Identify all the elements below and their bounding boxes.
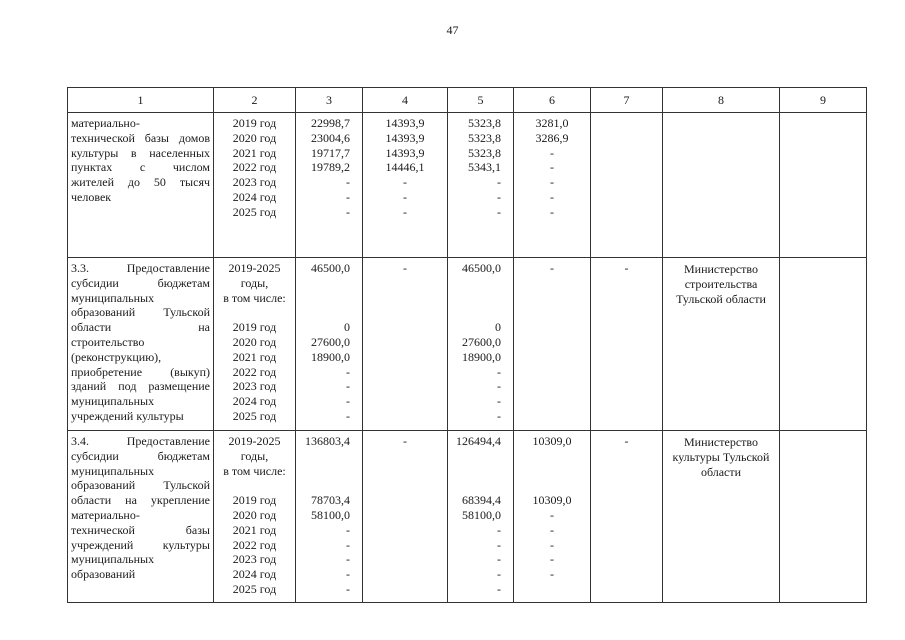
total-cell-line: 46500,0 <box>311 261 350 275</box>
description-line: муниципальных <box>71 290 155 305</box>
total-cell-line: - <box>346 567 350 582</box>
column-number: 2 <box>214 88 296 113</box>
extrabudget-cell-line: - <box>624 261 629 275</box>
table-row <box>68 258 867 431</box>
period-cell <box>214 431 296 603</box>
period-cell-line: 2021 год <box>232 145 277 160</box>
federal-cell-line: 14393,9 <box>385 116 425 130</box>
description-line: (реконструкцию), <box>71 349 162 364</box>
period-cell-line: 2025 год <box>232 408 277 423</box>
regional-cell <box>448 258 514 431</box>
federal-cell <box>363 258 448 431</box>
description-line: культуры в населенных <box>71 145 210 160</box>
total-cell <box>296 431 363 603</box>
description-line: муниципальных <box>71 463 155 478</box>
period-cell-line: 2023 год <box>232 552 277 567</box>
local-cell-line <box>514 464 590 479</box>
total-cell-line: - <box>346 189 350 204</box>
responsible-executor-cell-line: области <box>700 464 742 479</box>
total-cell-line: 58100,0 <box>311 507 350 522</box>
total-cell <box>296 258 363 431</box>
local-cell-line <box>514 478 590 493</box>
period-cell-line: 2023 год <box>232 379 277 394</box>
total-cell-line: - <box>346 175 350 190</box>
total-cell-line <box>296 305 350 320</box>
regional-cell-line: - <box>497 204 501 219</box>
responsible-executor-cell <box>663 258 780 431</box>
description-line: муниципальных <box>71 552 155 567</box>
responsible-executor-cell <box>663 431 780 603</box>
total-cell-line: 78703,4 <box>311 493 350 508</box>
period-cell-line: 2022 год <box>232 160 277 175</box>
description-line: технической базы <box>71 522 210 537</box>
result-cell-line <box>780 116 866 131</box>
responsible-executor-cell-line: Министерство <box>684 435 758 449</box>
description-line: 3.3. Предоставление <box>71 261 210 275</box>
page-number: 47 <box>446 23 459 37</box>
regional-cell-line: - <box>497 394 501 409</box>
period-cell-line: 2021 год <box>232 522 277 537</box>
regional-cell-line: - <box>497 408 501 423</box>
local-cell-line: - <box>550 522 554 537</box>
total-cell-line: - <box>346 408 350 423</box>
responsible-executor-cell-line: строительства <box>684 276 758 291</box>
description-line: материально- <box>71 116 140 130</box>
period-cell-line: в том числе: <box>223 290 286 305</box>
regional-cell-line <box>448 478 501 493</box>
regional-cell-line <box>448 449 501 464</box>
regional-cell-line: 68394,4 <box>462 493 501 508</box>
regional-cell-line: 58100,0 <box>462 507 501 522</box>
period-cell-line: 2024 год <box>232 394 277 409</box>
local-cell-line <box>514 449 590 464</box>
period-cell-line: 2020 год <box>232 130 277 145</box>
period-cell-line: 2024 год <box>232 189 277 204</box>
federal-cell <box>363 431 448 603</box>
description-line: зданий под размещение <box>71 379 210 394</box>
total-cell-line: 136803,4 <box>305 434 350 448</box>
total-cell-line: - <box>346 537 350 552</box>
local-cell-line: - <box>550 204 554 219</box>
period-cell-line: 2025 год <box>232 204 277 219</box>
period-cell-line <box>214 478 295 493</box>
local-cell-line: - <box>550 507 554 522</box>
period-cell-line: 2021 год <box>232 349 277 364</box>
period-cell-line: 2019-2025 <box>228 434 281 448</box>
federal-cell-line: - <box>403 434 407 448</box>
description-line: строительство <box>71 334 145 349</box>
total-cell-line: 23004,6 <box>311 130 350 145</box>
period-cell-line: 2019 год <box>232 320 277 335</box>
total-cell-line: 22998,7 <box>311 116 350 130</box>
column-number-row <box>68 88 867 113</box>
regional-cell-line: - <box>497 552 501 567</box>
total-cell-line <box>296 276 350 291</box>
regional-cell-line <box>448 291 501 306</box>
period-cell-line: 2019-2025 <box>228 261 281 275</box>
extrabudget-cell <box>591 431 663 603</box>
total-cell-line: - <box>346 581 350 596</box>
responsible-executor-cell <box>663 113 780 258</box>
period-cell <box>214 113 296 258</box>
total-cell-line: 27600,0 <box>311 334 350 349</box>
total-cell-line: - <box>346 552 350 567</box>
description-line: субсидии бюджетам <box>71 275 210 290</box>
regional-cell-line: - <box>497 189 501 204</box>
description-line: жителей до 50 тысяч <box>71 175 210 190</box>
regional-cell-line: - <box>497 581 501 596</box>
result-cell <box>780 113 867 258</box>
local-cell-line: - <box>550 175 554 190</box>
federal-cell-line: 14393,9 <box>385 145 425 160</box>
regional-cell-line: - <box>497 379 501 394</box>
regional-cell-line: - <box>497 175 501 190</box>
period-cell-line <box>214 305 295 320</box>
total-cell-line <box>296 449 350 464</box>
description-line: образований Тульской <box>71 305 210 320</box>
total-cell-line: - <box>346 379 350 394</box>
regional-cell-line: - <box>497 537 501 552</box>
local-cell-line: - <box>550 552 554 567</box>
total-cell-line <box>296 291 350 306</box>
local-cell-line: - <box>550 189 554 204</box>
regional-cell-line: 0 <box>495 320 501 335</box>
column-number: 8 <box>663 88 780 113</box>
regional-cell-line <box>448 276 501 291</box>
regional-cell-line <box>448 305 501 320</box>
table-row <box>68 431 867 603</box>
regional-cell-line <box>448 464 501 479</box>
result-cell-line <box>780 434 866 449</box>
regional-cell <box>448 113 514 258</box>
regional-cell-line: 27600,0 <box>462 334 501 349</box>
federal-cell-line: 14446,1 <box>385 160 425 175</box>
total-cell-line: - <box>346 204 350 219</box>
responsible-executor-cell-line <box>663 117 779 132</box>
description-line: 3.4. Предоставление <box>71 434 210 448</box>
regional-cell-line: - <box>497 522 501 537</box>
regional-cell-line: - <box>497 567 501 582</box>
measure-description <box>68 258 214 431</box>
regional-cell <box>448 431 514 603</box>
description-line: области на <box>71 320 210 335</box>
description-line: учреждений культуры <box>71 408 184 423</box>
federal-cell-line: 14393,9 <box>385 130 425 145</box>
federal-cell-line: - <box>403 175 407 190</box>
regional-cell-line: 126494,4 <box>456 434 501 448</box>
description-line: приобретение (выкуп) <box>71 364 210 379</box>
description-line: материально- <box>71 507 140 522</box>
total-cell-line: - <box>346 522 350 537</box>
measure-description <box>68 113 214 258</box>
period-cell-line: 2023 год <box>232 175 277 190</box>
description-line: муниципальных <box>71 394 155 409</box>
description-line: области на укрепление <box>71 493 210 508</box>
total-cell-line: - <box>346 394 350 409</box>
column-number: 9 <box>780 88 867 113</box>
federal-cell-line: - <box>403 189 407 204</box>
period-cell-line: годы, <box>240 448 269 463</box>
description-line: образований Тульской <box>71 478 210 493</box>
total-cell-line: - <box>346 364 350 379</box>
description-line: пунктах с числом <box>71 160 210 175</box>
column-number: 1 <box>68 88 214 113</box>
local-cell-line <box>514 582 590 597</box>
extrabudget-cell-line: - <box>624 434 629 448</box>
period-cell <box>214 258 296 431</box>
period-cell-line: 2022 год <box>232 537 277 552</box>
federal-cell-line: - <box>403 261 407 275</box>
period-cell-line: 2020 год <box>232 507 277 522</box>
local-cell-line: 3286,9 <box>535 130 569 145</box>
total-cell <box>296 113 363 258</box>
local-cell-line: - <box>550 567 554 582</box>
local-cell <box>514 431 591 603</box>
extrabudget-cell <box>591 258 663 431</box>
local-cell-line: 10309,0 <box>532 493 572 508</box>
regional-cell-line: 5323,8 <box>468 145 501 160</box>
result-cell <box>780 258 867 431</box>
column-number: 3 <box>296 88 363 113</box>
result-cell-line <box>780 261 866 276</box>
column-number: 5 <box>448 88 514 113</box>
period-cell-line: 2019 год <box>232 116 277 130</box>
extrabudget-cell <box>591 113 663 258</box>
period-cell-line: 2022 год <box>232 364 277 379</box>
period-cell-line: 2020 год <box>232 334 277 349</box>
result-cell <box>780 431 867 603</box>
regional-cell-line: 5323,8 <box>468 130 501 145</box>
program-table <box>67 87 867 603</box>
period-cell-line: годы, <box>240 275 269 290</box>
local-cell-line: 3281,0 <box>535 116 569 130</box>
period-cell-line: в том числе: <box>223 463 286 478</box>
total-cell-line <box>296 478 350 493</box>
federal-cell <box>363 113 448 258</box>
local-cell-line: - <box>550 160 554 175</box>
regional-cell-line: 5343,1 <box>468 160 501 175</box>
description-line: образований <box>71 567 136 582</box>
regional-cell-line: 18900,0 <box>462 349 501 364</box>
local-cell-line: - <box>550 261 554 275</box>
description-line: субсидии бюджетам <box>71 448 210 463</box>
period-cell-line: 2024 год <box>232 567 277 582</box>
local-cell-line: - <box>550 145 554 160</box>
table-row <box>68 113 867 258</box>
description-line: человек <box>71 189 112 204</box>
total-cell-line: 0 <box>344 320 350 335</box>
total-cell-line: 19789,2 <box>311 160 350 175</box>
federal-cell-line: - <box>403 204 407 219</box>
total-cell-line <box>296 464 350 479</box>
responsible-executor-cell-line: Министерство <box>684 262 758 276</box>
extrabudget-cell-line <box>591 116 662 131</box>
period-cell-line: 2019 год <box>232 493 277 508</box>
local-cell <box>514 258 591 431</box>
description-line: технической базы домов <box>71 130 210 145</box>
total-cell-line: 19717,7 <box>311 145 350 160</box>
column-number: 6 <box>514 88 591 113</box>
local-cell <box>514 113 591 258</box>
regional-cell-line: 46500,0 <box>462 261 501 275</box>
column-number: 4 <box>363 88 448 113</box>
total-cell-line: 18900,0 <box>311 349 350 364</box>
measure-description <box>68 431 214 603</box>
period-cell-line: 2025 год <box>232 581 277 596</box>
local-cell-line: - <box>550 537 554 552</box>
responsible-executor-cell-line: Тульской области <box>676 291 766 306</box>
column-number: 7 <box>591 88 663 113</box>
regional-cell-line: 5323,8 <box>468 116 501 130</box>
local-cell-line: 10309,0 <box>532 434 572 448</box>
regional-cell-line: - <box>497 364 501 379</box>
description-line: учреждений культуры <box>71 537 210 552</box>
responsible-executor-cell-line: культуры Тульской <box>672 449 770 464</box>
